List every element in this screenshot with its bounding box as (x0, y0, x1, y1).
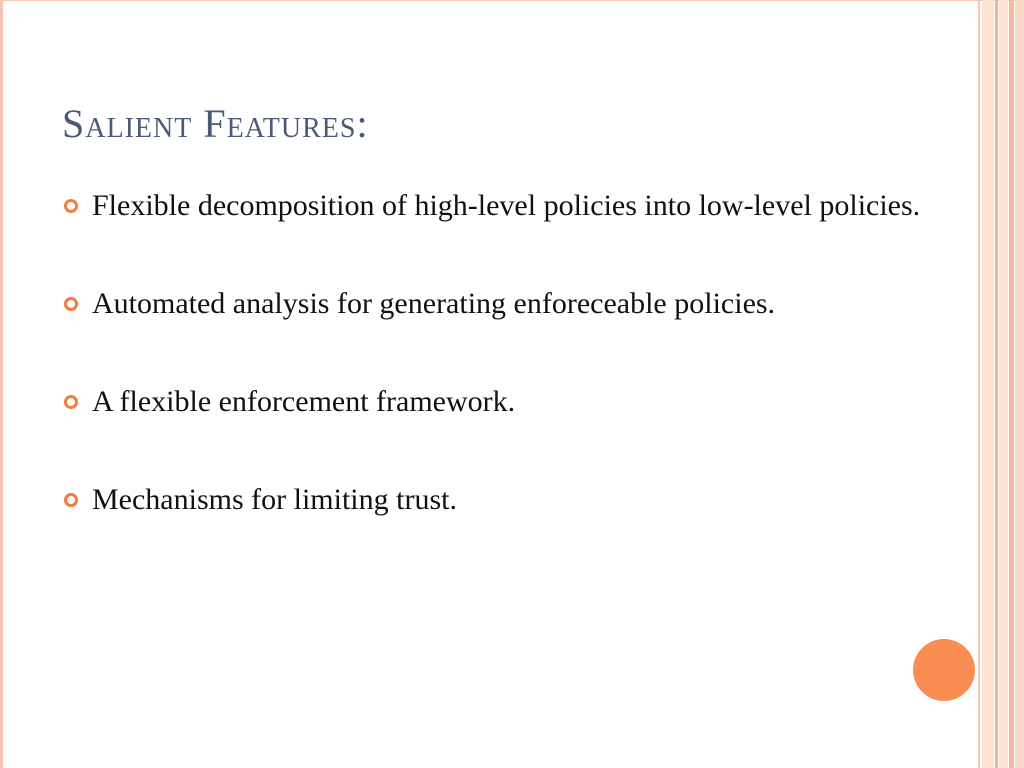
bullet-item (62, 284, 922, 324)
bullet-item (62, 186, 922, 226)
bullet-circle-icon (64, 493, 78, 507)
stripe-1 (978, 0, 980, 768)
bullet-text: A flexible enforcement framework. (92, 385, 516, 418)
bullet-item (62, 382, 922, 422)
bullet-item (62, 480, 922, 520)
bullet-circle-icon (64, 297, 78, 311)
bullet-list (62, 186, 922, 578)
decorative-orange-circle-icon (913, 639, 975, 701)
stripe-2 (982, 0, 994, 768)
stripe-4 (999, 0, 1008, 768)
left-border-stripe (0, 0, 3, 768)
bullet-circle-icon (64, 199, 78, 213)
bullet-text: Flexible decomposition of high-level policies into low-level policies. (92, 189, 921, 222)
stripe-6 (1015, 0, 1024, 768)
bullet-text: Mechanisms for limiting trust. (92, 483, 457, 516)
slide-title: Salient Features: (62, 101, 369, 146)
bullet-text: Automated analysis for generating enforeceable policies. (92, 287, 776, 320)
stripe-3 (995, 0, 998, 768)
bullet-circle-icon (64, 395, 78, 409)
stripe-5 (1009, 0, 1014, 768)
top-border-line (0, 0, 1024, 1)
right-decorative-stripes (978, 0, 1024, 768)
